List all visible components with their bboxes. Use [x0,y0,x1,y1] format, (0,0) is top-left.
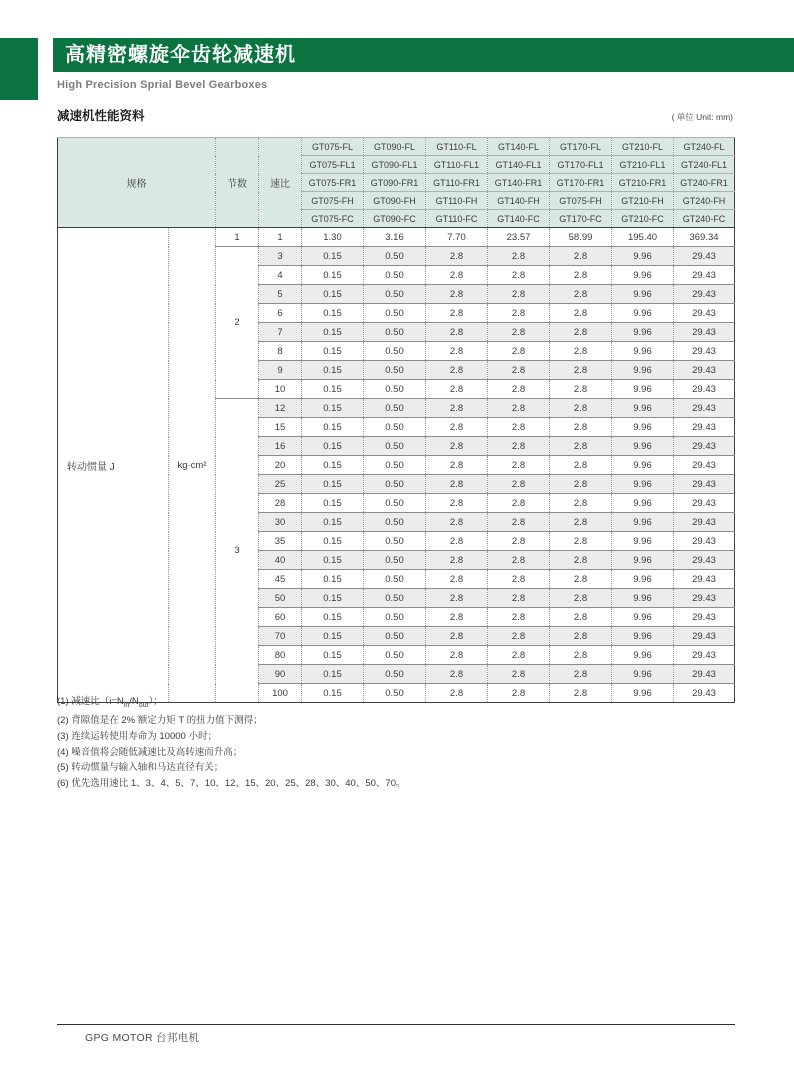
value-cell: 29.43 [674,361,735,380]
page-title: 高精密螺旋伞齿轮减速机 [65,44,296,66]
value-cell: 0.50 [364,684,426,703]
footer-divider [57,1024,735,1025]
value-cell: 9.96 [612,285,674,304]
ratio-cell: 15 [259,418,302,437]
value-cell: 0.15 [302,665,364,684]
value-cell: 29.43 [674,418,735,437]
ratio-cell: 1 [259,228,302,247]
value-cell: 29.43 [674,456,735,475]
model-header-cell: GT170-FL [550,138,612,156]
value-cell: 369.34 [674,228,735,247]
section-header-row [57,106,735,126]
value-cell: 2.8 [550,456,612,475]
value-cell: 2.8 [426,646,488,665]
model-header-cell: GT240-FL1 [674,156,735,174]
value-cell: 2.8 [426,494,488,513]
left-accent-block [0,38,38,100]
model-header-cell: GT090-FC [364,210,426,228]
value-cell: 9.96 [612,627,674,646]
value-cell: 29.43 [674,627,735,646]
model-header-cell: GT090-FH [364,192,426,210]
footnote-6: (6) 优先选用速比 1、3、4、5、7、10、12、15、20、25、28、30、40、50、70。 [57,777,406,789]
model-header-cell: GT110-FC [426,210,488,228]
model-header-cell: GT075-FL1 [302,156,364,174]
section-title: 减速机性能资料 [57,109,145,123]
value-cell: 2.8 [426,361,488,380]
value-cell: 29.43 [674,304,735,323]
value-cell: 7.70 [426,228,488,247]
value-cell: 0.50 [364,532,426,551]
value-cell: 29.43 [674,494,735,513]
value-cell: 2.8 [488,627,550,646]
footnote-2: (2) 背隙值是在 2% 额定力矩 T 的扭力值下测得； [57,715,263,727]
value-cell: 2.8 [426,513,488,532]
value-cell: 2.8 [550,418,612,437]
value-cell: 29.43 [674,285,735,304]
value-cell: 29.43 [674,551,735,570]
value-cell: 0.50 [364,456,426,475]
footnote-1-sub-in: in [123,701,130,709]
value-cell: 3.16 [364,228,426,247]
value-cell: 0.50 [364,399,426,418]
value-cell: 0.50 [364,551,426,570]
value-cell: 9.96 [612,513,674,532]
value-cell: 29.43 [674,646,735,665]
value-cell: 2.8 [488,418,550,437]
value-cell: 2.8 [550,247,612,266]
value-cell: 29.43 [674,608,735,627]
ratio-cell: 9 [259,361,302,380]
ratio-cell: 40 [259,551,302,570]
value-cell: 2.8 [488,608,550,627]
value-cell: 0.15 [302,570,364,589]
value-cell: 9.96 [612,456,674,475]
model-header-cell: GT210-FH [612,192,674,210]
model-header-cell: GT210-FR1 [612,174,674,192]
value-cell: 2.8 [550,475,612,494]
value-cell: 2.8 [488,342,550,361]
value-cell: 0.15 [302,342,364,361]
value-cell: 2.8 [426,665,488,684]
value-cell: 2.8 [426,285,488,304]
value-cell: 29.43 [674,475,735,494]
model-header-cell: GT140-FR1 [488,174,550,192]
value-cell: 0.15 [302,627,364,646]
value-cell: 9.96 [612,608,674,627]
value-cell: 0.15 [302,608,364,627]
value-cell: 0.50 [364,285,426,304]
value-cell: 29.43 [674,437,735,456]
value-cell: 0.15 [302,646,364,665]
model-header-cell: GT210-FL [612,138,674,156]
banner [53,38,794,72]
value-cell: 2.8 [550,285,612,304]
value-cell: 0.15 [302,361,364,380]
value-cell: 2.8 [426,342,488,361]
value-cell: 29.43 [674,323,735,342]
model-header-cell: GT210-FC [612,210,674,228]
value-cell: 2.8 [488,361,550,380]
value-cell: 2.8 [426,684,488,703]
value-cell: 2.8 [426,570,488,589]
model-header-cell: GT075-FH [550,192,612,210]
value-cell: 2.8 [426,437,488,456]
ratio-cell: 12 [259,399,302,418]
page-subtitle: High Precision Sprial Bevel Gearboxes [57,79,268,91]
model-header-cell: GT170-FR1 [550,174,612,192]
value-cell: 2.8 [488,475,550,494]
value-cell: 0.50 [364,513,426,532]
value-cell: 2.8 [488,266,550,285]
ratio-cell: 16 [259,437,302,456]
model-header-cell: GT140-FH [488,192,550,210]
value-cell: 0.15 [302,532,364,551]
model-header-cell: GT110-FR1 [426,174,488,192]
value-cell: 9.96 [612,437,674,456]
unit-note: ( 单位 Unit: mm) [671,112,733,122]
value-cell: 2.8 [426,475,488,494]
model-header-cell: GT240-FC [674,210,735,228]
model-header-row [58,138,735,156]
value-cell: 2.8 [488,494,550,513]
spec-header-cell: 规格 [58,138,216,228]
value-cell: 29.43 [674,589,735,608]
footnote-1-text: (1) 减速比（i=N [57,696,124,707]
value-cell: 0.15 [302,437,364,456]
ratio-cell: 20 [259,456,302,475]
value-cell: 2.8 [488,551,550,570]
value-cell: 2.8 [426,418,488,437]
footnote-3: (3) 连续运转使用寿命为 10000 小时； [57,731,217,743]
value-cell: 2.8 [550,551,612,570]
value-cell: 0.15 [302,475,364,494]
value-cell: 0.50 [364,665,426,684]
model-header-cell: GT075-FC [302,210,364,228]
value-cell: 0.50 [364,323,426,342]
value-cell: 2.8 [426,399,488,418]
value-cell: 2.8 [426,247,488,266]
model-header-cell: GT075-FH [302,192,364,210]
value-cell: 2.8 [550,304,612,323]
model-header-cell: GT140-FC [488,210,550,228]
value-cell: 0.50 [364,418,426,437]
model-header-cell: GT090-FL [364,138,426,156]
value-cell: 29.43 [674,532,735,551]
ratio-cell: 35 [259,532,302,551]
value-cell: 2.8 [550,665,612,684]
model-header-cell: GT110-FL1 [426,156,488,174]
ratio-cell: 4 [259,266,302,285]
value-cell: 29.43 [674,247,735,266]
value-cell: 2.8 [550,589,612,608]
value-cell: 9.96 [612,247,674,266]
ratio-cell: 100 [259,684,302,703]
value-cell: 0.50 [364,361,426,380]
value-cell: 2.8 [550,399,612,418]
value-cell: 2.8 [488,304,550,323]
value-cell: 29.43 [674,380,735,399]
value-cell: 2.8 [550,380,612,399]
value-cell: 2.8 [550,494,612,513]
value-cell: 2.8 [488,285,550,304]
value-cell: 2.8 [488,570,550,589]
value-cell: 2.8 [488,532,550,551]
value-cell: 9.96 [612,646,674,665]
performance-table [57,137,735,703]
value-cell: 2.8 [488,247,550,266]
value-cell: 0.50 [364,627,426,646]
ratio-cell: 7 [259,323,302,342]
model-header-cell: GT090-FR1 [364,174,426,192]
model-header-cell: GT090-FL1 [364,156,426,174]
value-cell: 2.8 [488,665,550,684]
value-cell: 29.43 [674,570,735,589]
value-cell: 2.8 [488,456,550,475]
footnote-4: (4) 噪音值将会随低减速比及高转速而升高； [57,746,243,758]
ratio-cell: 80 [259,646,302,665]
value-cell: 9.96 [612,589,674,608]
value-cell: 2.8 [426,266,488,285]
value-cell: 9.96 [612,399,674,418]
spec-label-cell: 转动惯量 J [58,228,169,703]
value-cell: 2.8 [550,532,612,551]
value-cell: 0.50 [364,380,426,399]
value-cell: 2.8 [426,323,488,342]
value-cell: 2.8 [426,589,488,608]
value-cell: 2.8 [426,551,488,570]
stages-cell: 2 [216,247,259,399]
value-cell: 9.96 [612,475,674,494]
value-cell: 2.8 [550,570,612,589]
model-header-cell: GT075-FR1 [302,174,364,192]
value-cell: 0.15 [302,418,364,437]
value-cell: 9.96 [612,684,674,703]
value-cell: 0.50 [364,266,426,285]
value-cell: 29.43 [674,684,735,703]
value-cell: 2.8 [488,646,550,665]
value-cell: 2.8 [488,399,550,418]
value-cell: 2.8 [488,513,550,532]
model-header-cell: GT140-FL [488,138,550,156]
model-header-cell: GT170-FL1 [550,156,612,174]
value-cell: 195.40 [612,228,674,247]
value-cell: 0.50 [364,304,426,323]
value-cell: 0.15 [302,589,364,608]
value-cell: 0.50 [364,475,426,494]
value-cell: 2.8 [550,646,612,665]
value-cell: 29.43 [674,665,735,684]
footnote-1-mid: /N [129,696,139,707]
value-cell: 0.50 [364,570,426,589]
value-cell: 9.96 [612,380,674,399]
value-cell: 29.43 [674,513,735,532]
value-cell: 0.15 [302,247,364,266]
value-cell: 23.57 [488,228,550,247]
ratio-cell: 3 [259,247,302,266]
value-cell: 2.8 [488,437,550,456]
ratio-cell: 70 [259,627,302,646]
model-header-cell: GT240-FH [674,192,735,210]
ratio-cell: 28 [259,494,302,513]
value-cell: 9.96 [612,570,674,589]
value-cell: 0.15 [302,304,364,323]
model-header-cell: GT110-FL [426,138,488,156]
value-cell: 2.8 [488,323,550,342]
stages-cell: 3 [216,399,259,703]
value-cell: 0.15 [302,380,364,399]
value-cell: 2.8 [550,361,612,380]
value-cell: 2.8 [426,627,488,646]
ratio-cell: 10 [259,380,302,399]
ratio-cell: 60 [259,608,302,627]
footnote-1-end: ）； [148,696,163,707]
value-cell: 0.15 [302,684,364,703]
footnote-5: (5) 转动惯量与输入轴和马达直径有关； [57,762,224,774]
value-cell: 9.96 [612,323,674,342]
footnote-1-sub-out: out [138,701,149,709]
value-cell: 2.8 [550,342,612,361]
value-cell: 2.8 [488,589,550,608]
value-cell: 2.8 [550,266,612,285]
value-cell: 2.8 [426,532,488,551]
value-cell: 0.15 [302,494,364,513]
footer-brand: GPG MOTOR 台邦电机 [85,1032,200,1044]
value-cell: 0.15 [302,551,364,570]
model-header-cell: GT210-FL1 [612,156,674,174]
ratio-cell: 50 [259,589,302,608]
value-cell: 29.43 [674,399,735,418]
footnotes [57,694,405,791]
value-cell: 0.50 [364,589,426,608]
value-cell: 0.15 [302,266,364,285]
model-header-cell: GT140-FL1 [488,156,550,174]
ratio-cell: 8 [259,342,302,361]
value-cell: 9.96 [612,532,674,551]
model-header-cell: GT110-FH [426,192,488,210]
value-cell: 2.8 [426,380,488,399]
value-cell: 2.8 [488,380,550,399]
value-cell: 0.15 [302,285,364,304]
value-cell: 9.96 [612,551,674,570]
value-cell: 2.8 [426,608,488,627]
value-cell: 2.8 [550,684,612,703]
stages-header-cell: 节数 [216,138,259,228]
ratio-cell: 30 [259,513,302,532]
value-cell: 0.50 [364,342,426,361]
value-cell: 9.96 [612,266,674,285]
ratio-cell: 90 [259,665,302,684]
ratio-header-cell: 速比 [259,138,302,228]
value-cell: 0.50 [364,494,426,513]
footer [57,1024,735,1045]
value-cell: 2.8 [550,323,612,342]
value-cell: 9.96 [612,361,674,380]
value-cell: 29.43 [674,266,735,285]
model-header-cell: GT075-FL [302,138,364,156]
table-row [58,228,735,247]
value-cell: 1.30 [302,228,364,247]
value-cell: 2.8 [426,304,488,323]
ratio-cell: 45 [259,570,302,589]
model-header-cell: GT240-FR1 [674,174,735,192]
footnote-1 [57,694,405,713]
ratio-cell: 5 [259,285,302,304]
value-cell: 0.15 [302,456,364,475]
stages-cell: 1 [216,228,259,247]
value-cell: 9.96 [612,304,674,323]
value-cell: 2.8 [550,513,612,532]
value-cell: 2.8 [488,684,550,703]
value-cell: 0.50 [364,247,426,266]
value-cell: 29.43 [674,342,735,361]
value-cell: 2.8 [550,437,612,456]
value-cell: 9.96 [612,342,674,361]
value-cell: 0.15 [302,323,364,342]
value-cell: 0.50 [364,608,426,627]
value-cell: 0.15 [302,513,364,532]
value-cell: 9.96 [612,418,674,437]
value-cell: 2.8 [550,627,612,646]
value-cell: 58.99 [550,228,612,247]
ratio-cell: 25 [259,475,302,494]
value-cell: 0.50 [364,437,426,456]
model-header-cell: GT240-FL [674,138,735,156]
value-cell: 9.96 [612,494,674,513]
spec-unit-cell: kg·cm² [169,228,216,703]
value-cell: 9.96 [612,665,674,684]
model-header-cell: GT170-FC [550,210,612,228]
value-cell: 2.8 [550,608,612,627]
value-cell: 2.8 [426,456,488,475]
value-cell: 0.15 [302,399,364,418]
performance-table-wrap [57,137,735,703]
value-cell: 0.50 [364,646,426,665]
ratio-cell: 6 [259,304,302,323]
